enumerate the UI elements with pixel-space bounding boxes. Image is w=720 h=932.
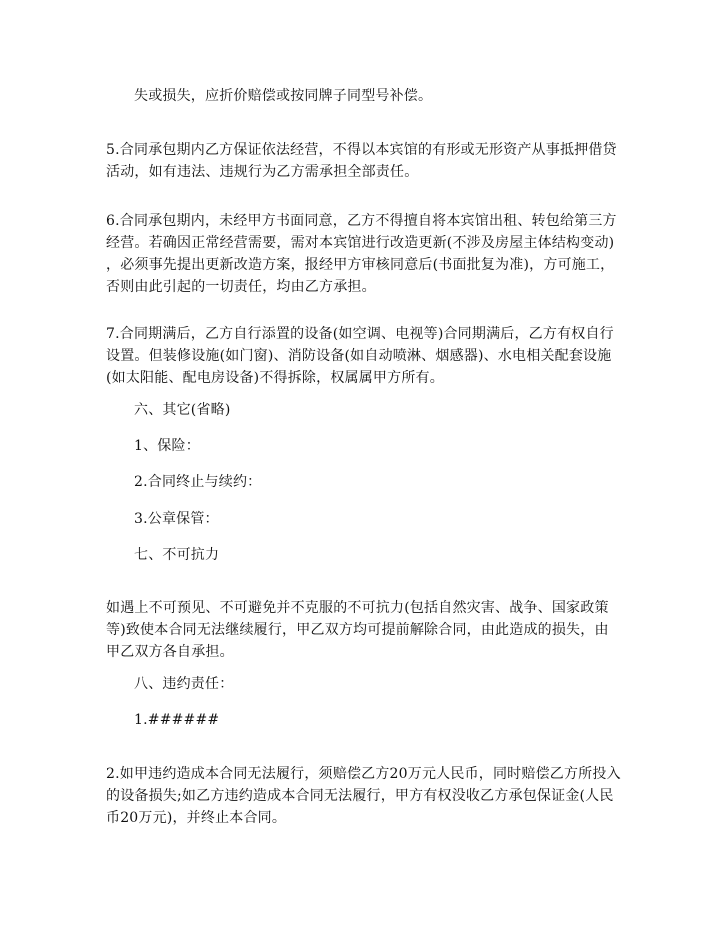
section-heading: 七、不可抗力 — [134, 547, 220, 563]
list-item: 1.###### — [134, 712, 220, 728]
paragraph-line: 等)致使本合同无法继续履行，甲乙双方均可提前解除合同，由此造成的损失，由 — [106, 622, 609, 638]
paragraph-line: 如遇上不可预见、不可避免并不克服的不可抗力(包括自然灾害、战争、国家政策 — [106, 600, 609, 616]
paragraph-line: 否则由此引起的一切责任，均由乙方承担。 — [106, 279, 376, 295]
paragraph-line: 甲乙双方各自承担。 — [106, 644, 234, 660]
paragraph-line: 的设备损失;如乙方违约造成本合同无法履行，甲方有权没收乙方承包保证金(人民 — [106, 788, 614, 804]
list-item: 2.合同终止与续约： — [134, 474, 262, 490]
paragraph-line: 失或损失，应折价赔偿或按同牌子同型号补偿。 — [134, 88, 433, 104]
paragraph-line: (如太阳能、配电房设备)不得拆除，权属属甲方所有。 — [106, 370, 444, 386]
paragraph-line: 设置。但装修设施(如门窗)、消防设备(如自动喷淋、烟感器)、水电相关配套设施 — [106, 348, 612, 364]
paragraph-line: 经营。若确因正常经营需要，需对本宾馆进行改造更新(不涉及房屋主体结构变动) — [106, 235, 615, 251]
paragraph-line: 7.合同期满后，乙方自行添置的设备(如空调、电视等)合同期满后，乙方有权自行 — [106, 326, 614, 342]
list-item: 1、保险： — [134, 438, 200, 454]
paragraph-line: 2.如甲违约造成本合同无法履行，须赔偿乙方20万元人民币，同时赔偿乙方所投入 — [106, 766, 621, 782]
paragraph-line: 5.合同承包期内乙方保证依法经营，不得以本宾馆的有形或无形资产从事抵押借贷 — [106, 142, 617, 158]
list-item: 3.公章保管： — [134, 511, 219, 527]
paragraph-line: 活动，如有违法、违规行为乙方需承担全部责任。 — [106, 164, 419, 180]
paragraph-line: 币20万元)，并终止本合同。 — [106, 810, 287, 826]
section-heading: 八、违约责任： — [134, 676, 234, 692]
paragraph-line: ，必须事先提出更新改造方案，报经甲方审核同意后(书面批复为准)，方可施工， — [106, 257, 615, 273]
paragraph-line: 6.合同承包期内，未经甲方书面同意，乙方不得擅自将本宾馆出租、转包给第三方 — [106, 213, 617, 229]
section-heading: 六、其它(省略) — [134, 402, 231, 418]
